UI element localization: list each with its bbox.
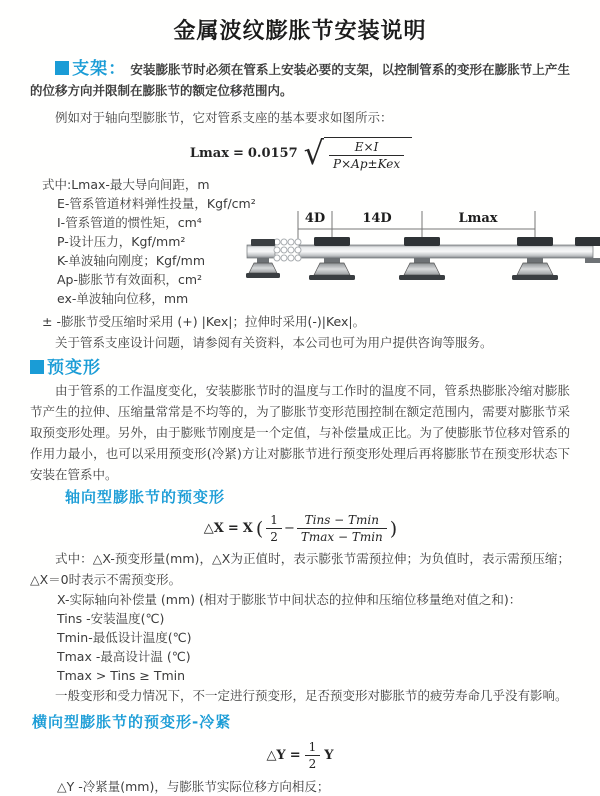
support-intro-paragraph [30, 59, 570, 101]
half-fraction [266, 513, 282, 544]
support-intro-text: 安装膨胀节时必须在管系上安装必要的支架，以控制管系的变形在膨胀节上产生的位移方向并限制在膨胀节的额定位移范围内。 [30, 62, 570, 98]
fraction-numerator: 1 [308, 740, 317, 754]
definition-item: I-管系管道的惯性矩，cm⁴ [57, 215, 202, 230]
sqrt-body [324, 137, 412, 171]
formula-dy-lhs: △Y [266, 748, 286, 763]
pipe-support-diagram [245, 205, 595, 305]
fraction-denominator: 2 [266, 528, 282, 544]
dimension-label-4d: 4D [304, 211, 326, 226]
predeform-paragraph: 由于管系的工作温度变化，安装膨胀节时的温度与工作时的温度不同，管系热膨胀冷缩对膨胀节产生的拉伸、压缩量常常是不均等的，为了膨胀节变形范围控制在额定范围内，需要对膨胀节采取预变形处理。另外，由于膨账节刚度是一个定值，与补偿量成正比。为了使膨胀节位移对管系的作用力最小，也可以采用预变形(冷紧)方让对膨胀节进行预变形处理后再将膨胀节在预变形状态下安装在管系中。 [30, 383, 570, 482]
formula-lmax-lhs: Lmax [189, 146, 229, 161]
predeform-section-heading: 预变形 [47, 358, 101, 378]
axial-item: Tmax > Tins ≥ Tmin [57, 668, 186, 683]
page-title: 金属波纹膨胀节安装说明 [173, 19, 427, 44]
support-example-line: 例如对于轴向型膨胀节，它对管系支座的基本要求如图所示： [55, 110, 393, 125]
formula-lmax [30, 133, 570, 172]
definition-item: ex-单波轴向位移，mm [57, 291, 189, 306]
definition-item: K-单波轴向刚度；Kgf/mm [57, 253, 205, 268]
guide-support [309, 237, 355, 280]
fraction-denominator: P×Ap±Kex [329, 155, 404, 171]
pipe [299, 245, 593, 258]
axial-item: X-实际轴向补偿量 (mm) (相对于膨胀节中间状态的拉伸和压缩位移量绝对值之和)： [57, 592, 522, 607]
bellows-expansion-joint [274, 239, 301, 261]
fraction-denominator: 2 [305, 755, 321, 771]
axial-main-note: 式中：△X-预变形量(mm)，△X为正值时，表示膨张节需预拉伸；为负值时，表示需预压缩；△X＝0时表示不需预变形。 [30, 551, 570, 587]
minus-sign: − [283, 521, 295, 536]
fraction-numerator: E×I [354, 140, 379, 154]
formula-delta-x [30, 513, 570, 544]
axial-final-note: 一般变形和受力情况下，不一定进行预变形，足否预变形对膨胀节的疲劳寿命几乎没有影响。 [55, 688, 568, 703]
formula-lmax-fraction [329, 140, 404, 171]
axial-subsection-heading: 轴向型膨胀节的预变形 [65, 488, 226, 506]
formula-lmax-coef: 0.0157 [247, 146, 298, 161]
definition-item: Ap-膨胀节有效面积，cm² [57, 272, 203, 287]
formula-dy-equals: = [289, 748, 301, 763]
formula-dx-equals: = [227, 521, 239, 536]
formula-dy-rhs: Y [324, 748, 334, 763]
guide-support [512, 237, 558, 280]
axial-item: Tins -安装温度(℃) [57, 611, 165, 626]
lateral-note: △Y -冷紧量(mm)，与膨胀节实际位移方向相反； [57, 779, 330, 794]
definitions-and-diagram [30, 175, 570, 309]
guide-support [399, 237, 445, 280]
open-paren: ( [255, 517, 264, 540]
formula-lmax-equals: = [232, 146, 244, 161]
definition-item: 式中:Lmax-最大导向间距，m [42, 177, 210, 192]
section-marker-icon [55, 61, 69, 75]
consult-note: 关于管系支座设计问题，请参阅有关资料，本公司也可为用户提供咨询等服务。 [55, 335, 493, 350]
formula-dx-lhs: △X [203, 521, 224, 536]
axial-item: Tmax -最高设计温 (℃) [57, 649, 191, 664]
axial-item: Tmin-最低设计温度(℃) [57, 630, 192, 645]
fraction-numerator: 1 [270, 513, 278, 527]
temperature-fraction [297, 513, 387, 544]
formula-delta-y [30, 740, 570, 771]
formula-dx-coef: X [242, 521, 253, 536]
lateral-subsection-heading: 横向型膨胀节的预变形-冷紧 [32, 713, 232, 731]
plus-minus-note: ± -膨胀节受压缩时采用 (+) |Kex|；拉伸时采用(-)|Kex|。 [42, 314, 366, 329]
dimension-label-lmax: Lmax [458, 211, 498, 226]
definition-item: P-设计压力，Kgf/mm² [57, 234, 186, 249]
sqrt-symbol: √ [303, 133, 325, 172]
dimension-label-14d: 14D [362, 211, 392, 226]
predeform-section-heading-row [30, 357, 570, 380]
half-fraction [305, 740, 321, 771]
support-section-heading: 支架： [72, 59, 127, 79]
section-marker-icon [30, 360, 44, 374]
definition-item: E-管系管道材料弹性投量，Kgf/cm² [57, 196, 256, 211]
fraction-denominator: Tmax − Tmin [297, 528, 387, 544]
close-paren: ) [389, 517, 398, 540]
pipe-stub [247, 245, 275, 258]
fraction-numerator: Tins − Tmin [304, 513, 379, 527]
